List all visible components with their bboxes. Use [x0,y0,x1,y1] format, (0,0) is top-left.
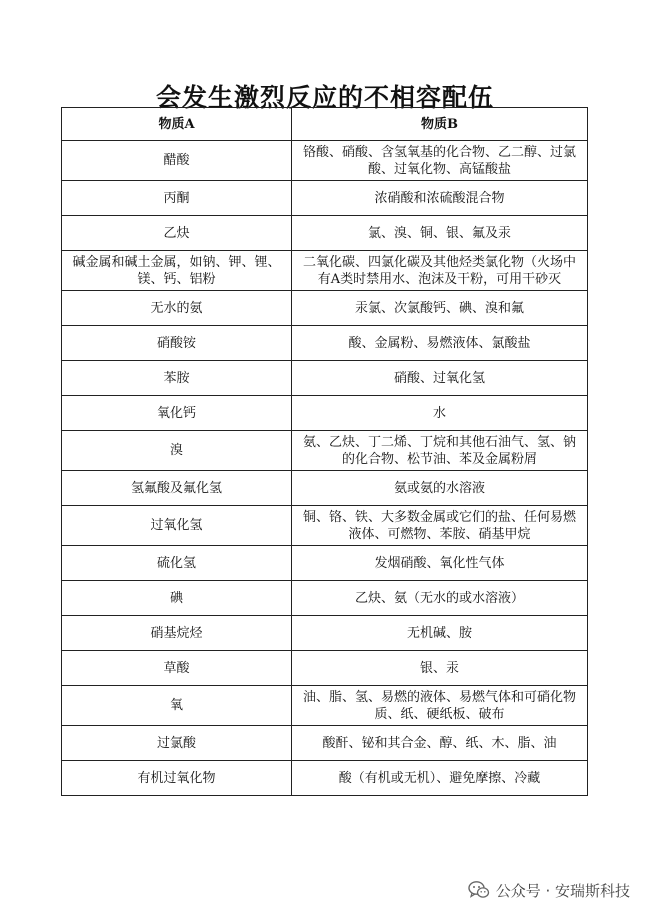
table-row [62,181,588,216]
cell-substance-b: 氨或氨的水溶液 [292,471,588,506]
cell-substance-a: 硝基烷烃 [62,616,292,651]
table-row [62,361,588,396]
wechat-icon [468,880,490,900]
cell-substance-a: 溴 [62,431,292,471]
cell-substance-a: 碱金属和碱土金属，如钠、钾、锂、镁、钙、铝粉 [62,251,292,291]
cell-substance-a: 苯胺 [62,361,292,396]
cell-substance-a: 过氧化氢 [62,506,292,546]
cell-substance-b: 无机碱、胺 [292,616,588,651]
incompatibility-table [61,107,588,796]
watermark-footer [468,879,630,901]
table-row [62,216,588,251]
table-row [62,431,588,471]
footer-text: 公众号 · 安瑞斯科技 [495,881,630,900]
cell-substance-b: 酸酐、铋和其合金、醇、纸、木、脂、油 [292,726,588,761]
table-row [62,616,588,651]
cell-substance-b: 氨、乙炔、丁二烯、丁烷和其他石油气、氢、钠的化合物、松节油、苯及金属粉屑 [292,431,588,471]
table-header-row [62,108,588,141]
cell-substance-b: 乙炔、氨（无水的或水溶液） [292,581,588,616]
table-row [62,396,588,431]
cell-substance-a: 醋酸 [62,141,292,181]
table-row [62,761,588,796]
cell-substance-b: 浓硝酸和浓硫酸混合物 [292,181,588,216]
cell-substance-b: 铬酸、硝酸、含氢氧基的化合物、乙二醇、过氯酸、过氧化物、高锰酸盐 [292,141,588,181]
cell-substance-a: 无水的氨 [62,291,292,326]
header-substance-b: 物质B [292,108,588,141]
cell-substance-b: 汞氯、次氯酸钙、碘、溴和氟 [292,291,588,326]
cell-substance-b: 硝酸、过氧化氢 [292,361,588,396]
cell-substance-a: 乙炔 [62,216,292,251]
table-row [62,686,588,726]
cell-substance-a: 氧化钙 [62,396,292,431]
cell-substance-b: 酸（有机或无机）、避免摩擦、冷藏 [292,761,588,796]
cell-substance-a: 硫化氢 [62,546,292,581]
table-row [62,141,588,181]
cell-substance-b: 二氧化碳、四氯化碳及其他烃类氯化物（火场中有A类时禁用水、泡沫及干粉，可用干砂灭 [292,251,588,291]
cell-substance-a: 过氯酸 [62,726,292,761]
cell-substance-a: 有机过氧化物 [62,761,292,796]
cell-substance-b: 酸、金属粉、易燃液体、氯酸盐 [292,326,588,361]
cell-substance-a: 硝酸铵 [62,326,292,361]
cell-substance-b: 油、脂、氢、易燃的液体、易燃气体和可硝化物质、纸、硬纸板、破布 [292,686,588,726]
cell-substance-a: 碘 [62,581,292,616]
table-row [62,581,588,616]
cell-substance-a: 氧 [62,686,292,726]
page-title: 会发生激烈反应的不相容配伍 [155,83,494,112]
cell-substance-b: 银、汞 [292,651,588,686]
cell-substance-b: 发烟硝酸、氧化性气体 [292,546,588,581]
cell-substance-a: 丙酮 [62,181,292,216]
cell-substance-a: 草酸 [62,651,292,686]
cell-substance-a: 氢氟酸及氟化氢 [62,471,292,506]
table-row [62,291,588,326]
table-row [62,326,588,361]
table-row [62,251,588,291]
cell-substance-b: 水 [292,396,588,431]
cell-substance-b: 氯、溴、铜、银、氟及汞 [292,216,588,251]
table-row [62,471,588,506]
table-row [62,726,588,761]
cell-substance-b: 铜、铬、铁、大多数金属或它们的盐、任何易燃液体、可燃物、苯胺、硝基甲烷 [292,506,588,546]
table-row [62,546,588,581]
table-row [62,651,588,686]
header-substance-a: 物质A [62,108,292,141]
table-row [62,506,588,546]
